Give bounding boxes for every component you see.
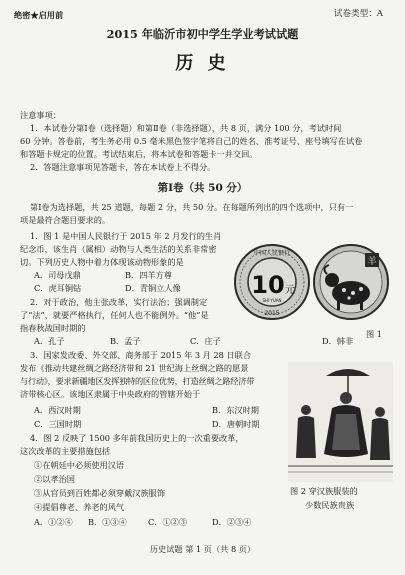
answer-option: D．②③④ [212, 517, 252, 527]
question-line: 切。下列历史人物中着力体现该动物形象的是 [20, 257, 184, 267]
secret-label: 绝密★启用前 [14, 10, 64, 20]
statement-item: ①在朝廷中必须使用汉语 [34, 460, 125, 470]
coin-year-text: 2015 [264, 310, 280, 317]
statement-item: ④提倡尊老、养老的风气 [34, 502, 125, 512]
answer-option: A．孔子 [34, 336, 65, 346]
page-footer: 历史试题 第 1 页（共 8 页） [149, 544, 256, 554]
answer-option: A．西汉时期 [34, 405, 81, 415]
figure1-caption: 图 1 [366, 329, 382, 339]
notes-heading: 注意事项： [20, 110, 61, 120]
figure2-caption: 图 2 穿汉族服装的 [290, 486, 358, 496]
coin-top-text: 中国人民银行 [253, 250, 291, 257]
question-line: 指春秋战国时期的 [20, 323, 86, 333]
question-line: 与行动》，要求新疆地区发挥独特的区位优势，打造丝绸之路经济带 [20, 376, 255, 386]
figure2-caption: 少数民族贵族 [305, 500, 355, 510]
coin-unit-text: 元 [285, 285, 295, 296]
answer-option: B．四羊方尊 [125, 270, 172, 280]
coin-goat-side [314, 245, 388, 319]
notes-line: 60 分钟。答卷前，考生务必用 0.5 毫米黑色签字笔将自己的姓名、准考证号、座号填写在试卷 [20, 136, 363, 146]
notes-line: 1．本试卷分第Ⅰ卷（选择题）和第Ⅱ卷（非选择题），共 8 页，满分 100 分，考试时间 [30, 123, 342, 133]
question-line: 这次改革的主要措施包括 [20, 446, 111, 456]
coin-value-side [235, 245, 309, 319]
answer-option: D．青铜立人像 [125, 283, 181, 293]
question-line: 1．图 1 是中国人民银行于 2015 年 2 月发行的生肖 [30, 231, 222, 241]
statement-item: ②以孝治国 [34, 474, 75, 484]
subject-title: 历 史 [175, 53, 230, 74]
question-line: 了“法”，就要严格执行，任何人也不能例外。“他”是 [20, 310, 209, 320]
coin-value-text: 10 [251, 271, 285, 299]
notes-line: 和答题卡规定的位置。考试结束后，将本试卷和答题卡一并交回。 [20, 149, 258, 159]
question-line: 4．图 2 反映了 1500 多年前我国历史上的一次重要改革， [30, 433, 244, 443]
intro-line: 第Ⅰ卷为选择题，共 25 道题，每题 2 分，共 50 分。在每题所列出的四个选项中，只有一 [30, 202, 354, 212]
coin-yuan-text: SHI YUAN [262, 298, 282, 303]
paper-type-label: 试卷类型：A [333, 9, 383, 19]
figure1-coins [234, 238, 389, 328]
section-title: 第Ⅰ卷（共 50 分） [157, 182, 248, 194]
intro-line: 项是最符合题目要求的。 [20, 215, 111, 225]
answer-option: C．虎耳铜钻 [34, 283, 82, 293]
question-line: 发布《推动共建丝绸之路经济带和 21 世纪海上丝绸之路的愿景 [20, 363, 249, 373]
notes-line: 2．答题注意事项见答题卡，答在本试卷上不得分。 [30, 162, 216, 172]
animal-seal-text: 羊 [367, 257, 377, 267]
answer-option: B．东汉时期 [212, 405, 259, 415]
answer-option: B．①③④ [88, 517, 127, 527]
answer-option: A．司母戊鼎 [34, 270, 81, 280]
answer-option: B．孟子 [110, 336, 141, 346]
statement-item: ③从官员到百姓都必须穿戴汉族服饰 [34, 488, 166, 498]
answer-option: C．庄子 [190, 336, 221, 346]
question-line: 3．国家发改委、外交部、商务部于 2015 年 3 月 28 日联合 [30, 350, 252, 360]
exam-title: 2015 年临沂市初中学生学业考试试题 [106, 27, 299, 41]
answer-option: C．①②③ [148, 517, 188, 527]
answer-option: C．三国时期 [34, 419, 82, 429]
question-line: 纪念币，该生肖（属相）动物与人类生活的关系非常密 [20, 244, 217, 254]
answer-option: D．唐朝时期 [212, 419, 260, 429]
answer-option: D．韩非 [322, 336, 354, 346]
figure2-illustration [288, 362, 393, 482]
answer-option: A．①②④ [34, 517, 73, 527]
question-line: 济带核心区。该地区隶属于中央政府的管辖开始于 [20, 389, 201, 399]
question-line: 2．对于政治，他主张改革，实行法治；强调制定 [30, 297, 208, 307]
